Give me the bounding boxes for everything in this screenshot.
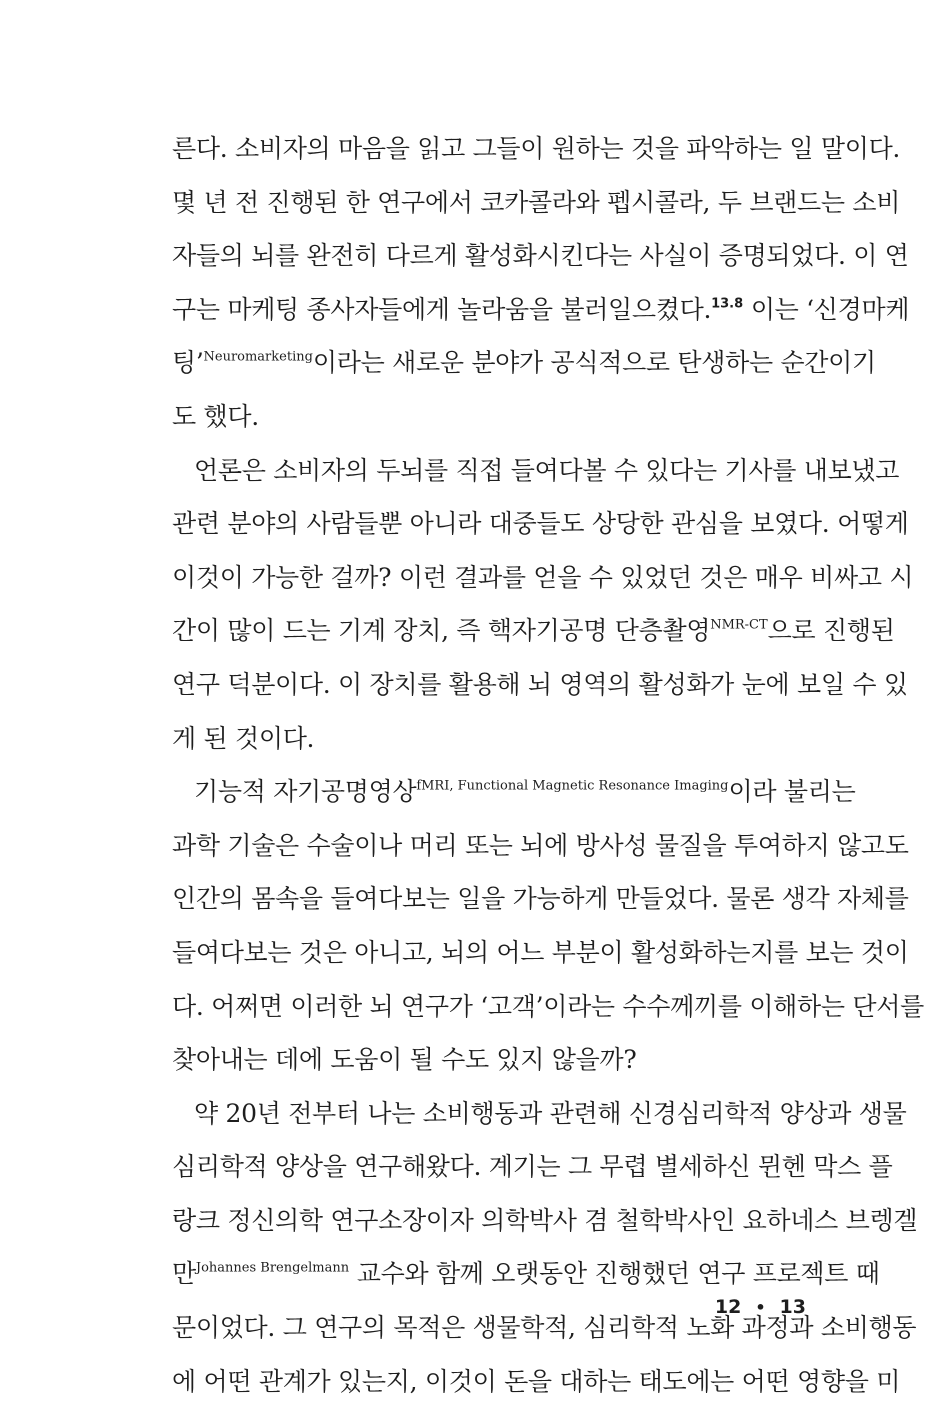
gloss-nmr-ct: NMR-CT: [710, 617, 768, 633]
text-line: 다. 어쩌면 이러한 뇌 연구가 ‘고객’이라는 수수께끼를 이해하는 단서를: [172, 991, 924, 1021]
text-segment: 기능적 자기공명영상: [194, 777, 417, 807]
gloss-fmri: fMRI, Functional Magnetic Resonance Imaging: [416, 778, 729, 794]
text-line: [172, 283, 910, 337]
page-number: [715, 1296, 806, 1318]
text-line: 도 했다.: [172, 401, 259, 431]
text-line: 이것이 가능한 걸까? 이런 결과를 얻을 수 있었던 것은 매우 비싸고 시: [172, 562, 914, 592]
text-line: [172, 765, 856, 819]
bullet-separator: •: [755, 1297, 766, 1317]
text-line: 게 된 것이다.: [172, 723, 315, 753]
text-line: 관련 분야의 사람들뿐 아니라 대중들도 상당한 관심을 보였다. 어떻게: [172, 509, 909, 539]
text-segment: 이라 불리는: [728, 777, 856, 807]
text-line: 연구 덕분이다. 이 장치를 활용해 뇌 영역의 활성화가 눈에 보일 수 있: [172, 669, 908, 699]
text-line: 자들의 뇌를 완전히 다르게 활성화시킨다는 사실이 증명되었다. 이 연: [172, 241, 909, 271]
page-number-left: 12: [714, 1296, 742, 1318]
text-line: 과학 기술은 수술이나 머리 또는 뇌에 방사성 물질을 투여하지 않고도: [172, 830, 909, 860]
text-segment: 으로 진행된: [767, 616, 895, 646]
text-segment: 간이 많이 드는 기계 장치, 즉 핵자기공명 단층촬영: [172, 616, 711, 646]
text-line: 랑크 정신의학 연구소장이자 의학박사 겸 철학박사인 요하네스 브렝겔: [172, 1205, 918, 1235]
text-segment: 팅’: [172, 348, 204, 378]
text-line: 문이었다. 그 연구의 목적은 생물학적, 심리학적 노화 과정과 소비행동: [172, 1313, 917, 1343]
text-line: [172, 604, 895, 658]
text-segment: 만: [172, 1259, 196, 1289]
page-number-right: 13: [779, 1296, 806, 1318]
text-line: [172, 336, 876, 390]
text-line: 약 20년 전부터 나는 소비행동과 관련해 신경심리학적 양상과 생물: [194, 1098, 907, 1128]
text-segment: 교수와 함께 오랫동안 진행했던 연구 프로젝트 때: [349, 1259, 880, 1289]
body-text: [172, 122, 924, 1408]
text-segment: 이라는 새로운 분야가 공식적으로 탄생하는 순간이기: [312, 348, 876, 378]
text-line: 찾아내는 데에 도움이 될 수도 있지 않을까?: [172, 1045, 637, 1075]
text-line: 른다. 소비자의 마음을 읽고 그들이 원하는 것을 파악하는 일 말이다.: [172, 134, 901, 163]
text-line: 인간의 몸속을 들여다보는 일을 가능하게 만들었다. 물론 생각 자체를: [172, 884, 909, 914]
text-line: 들여다보는 것은 아니고, 뇌의 어느 부분이 활성화하는지를 보는 것이: [172, 937, 909, 967]
text-segment: 구는 마케팅 종사자들에게 놀라움을 불러일으켰다.: [172, 294, 712, 324]
footnote-reference: 13.8: [711, 296, 744, 312]
text-line: 언론은 소비자의 두뇌를 직접 들여다볼 수 있다는 기사를 내보냈고: [194, 455, 900, 485]
gloss-johannes-brengelmann: Johannes Brengelmann: [195, 1261, 350, 1277]
text-segment: 이는 ‘신경마케: [743, 294, 910, 324]
gloss-neuromarketing: Neuromarketing: [203, 349, 313, 365]
text-line: [172, 1247, 880, 1301]
text-line: 심리학적 양상을 연구해왔다. 계기는 그 무렵 별세하신 뮌헨 막스 플: [172, 1152, 893, 1182]
text-line: 몇 년 전 진행된 한 연구에서 코카콜라와 펩시콜라, 두 브랜드는 소비: [172, 187, 901, 217]
text-line: 에 어떤 관계가 있는지, 이것이 돈을 대하는 태도에는 어떤 영향을 미: [172, 1366, 901, 1396]
